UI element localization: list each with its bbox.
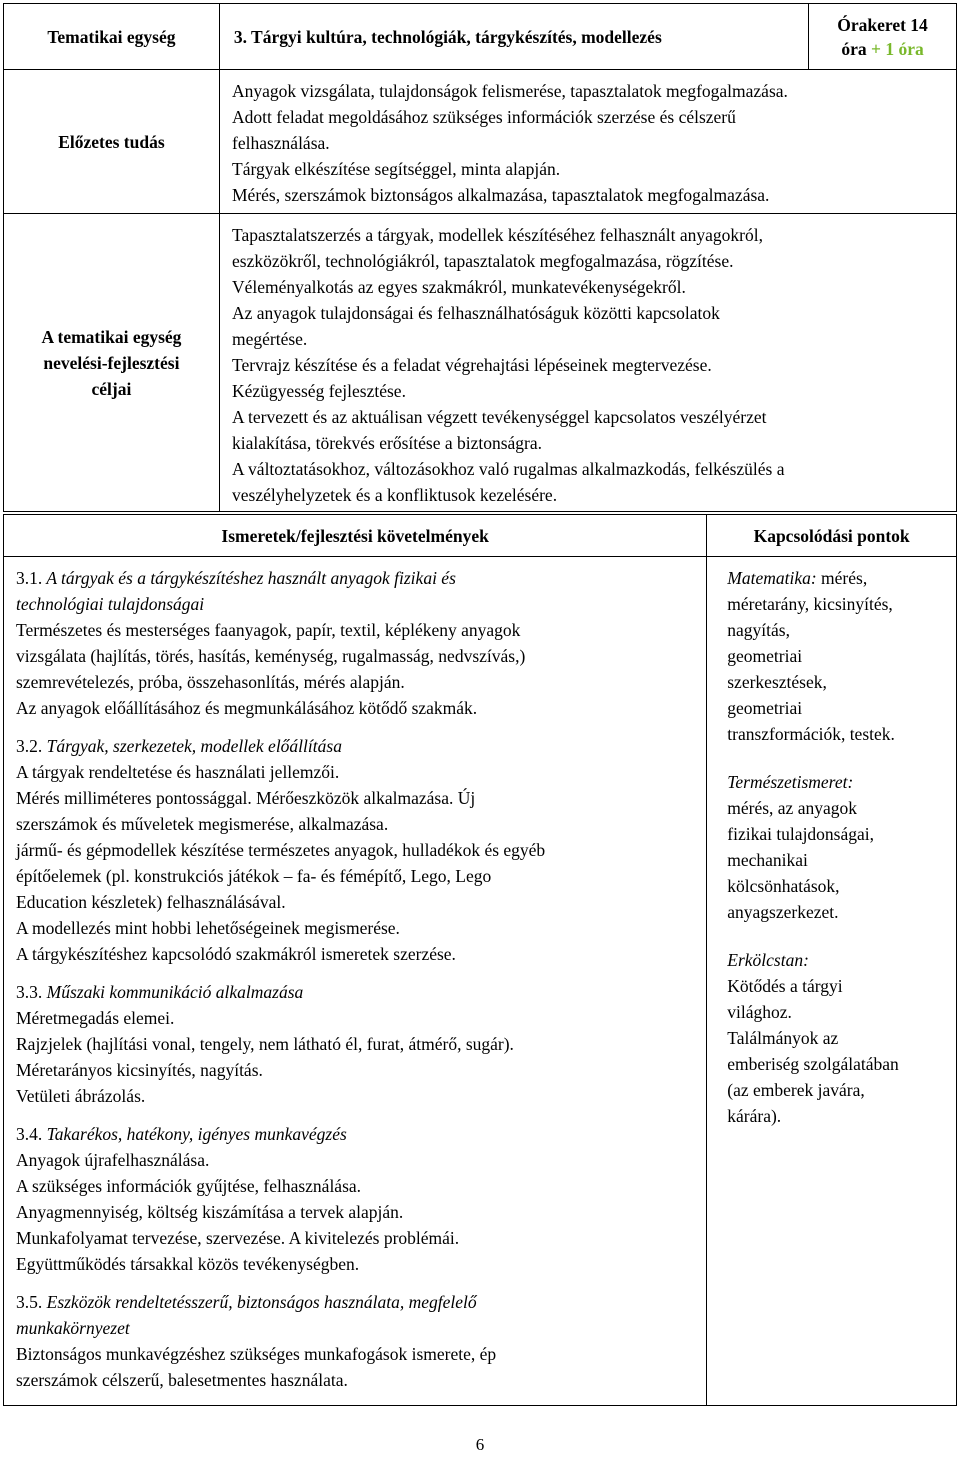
prior-knowledge-label: Előzetes tudás: [58, 131, 165, 152]
section-title: Eszközök rendeltetésszerű, biztonságos használata, megfelelő: [46, 1292, 477, 1312]
topic-label-cell: [4, 4, 220, 70]
requirements-header: Ismeretek/fejlesztési követelmények: [221, 525, 489, 546]
page-number: 6: [475, 1435, 485, 1454]
section-number: 3.1.: [16, 568, 43, 588]
connection-line: méretarány, kicsinyítés,: [727, 594, 893, 614]
connection-line: mérés,: [816, 568, 868, 588]
hours-line-1: Órakeret 14: [837, 14, 928, 35]
section-line: Education készletek) felhasználásával.: [16, 892, 286, 912]
goals-label-line-3: céljai: [91, 378, 132, 399]
connection-line: mechanikai: [727, 850, 808, 870]
connection-line: kölcsönhatások,: [727, 876, 840, 896]
section-line: A szükséges információk gyűjtése, felhasználása.: [16, 1176, 362, 1196]
section-number: 3.5.: [16, 1292, 43, 1312]
connection-line: transzformációk, testek.: [727, 724, 895, 744]
section-line: Rajzjelek (hajlítási vonal, tengely, nem látható él, furat, átmérő, sugár).: [16, 1034, 514, 1054]
connections-content: [707, 557, 957, 1406]
section-line: Biztonságos munkavégzéshez szükséges munkafogások ismerete, ép: [16, 1344, 497, 1364]
connection-subject: Erkölcstan:: [727, 950, 809, 970]
connections-header: Kapcsolódási pontok: [753, 525, 910, 546]
requirements-content: [4, 557, 707, 1406]
connection-line: kárára).: [727, 1106, 782, 1126]
connection-line: geometriai: [727, 646, 803, 666]
goals-line: Az anyagok tulajdonságai és felhasználhatóságuk közötti kapcsolatok: [232, 303, 720, 323]
section-title: Tárgyak, szerkezetek, modellek előállítása: [46, 736, 342, 756]
topic-title-cell: [219, 4, 808, 70]
goals-label-line-2: nevelési-fejlesztési: [43, 352, 180, 373]
section-line: vizsgálata (hajlítás, törés, hasítás, keménység, rugalmasság, nedvszívás,): [16, 646, 526, 666]
section-line: Együttműködés társakkal közös tevékenységben.: [16, 1254, 360, 1274]
goals-line: Kézügyesség fejlesztése.: [232, 381, 406, 401]
topic-title: 3. Tárgyi kultúra, technológiák, tárgykészítés, modellezés: [233, 26, 662, 47]
connection-subject: Természetismeret:: [727, 772, 854, 792]
goals-line: Tapasztalatszerzés a tárgyak, modellek készítéséhez felhasznált anyagokról,: [232, 225, 763, 245]
connection-line: (az emberek javára,: [727, 1080, 865, 1100]
connection-subject: Matematika:: [727, 568, 817, 588]
section-line: A tárgykészítéshez kapcsolódó szakmákról ismeretek szerzése.: [16, 944, 456, 964]
prior-knowledge-text: [232, 78, 952, 208]
goals-label-line-1: A tematikai egység: [41, 326, 182, 347]
section-line: szerszámok és műveletek megismerése, alkalmazása.: [16, 814, 389, 834]
hours-extra: + 1 óra: [870, 38, 924, 59]
connection-line: emberiség szolgálatában: [727, 1054, 899, 1074]
requirements-table: [3, 514, 957, 1406]
connection-line: fizikai tulajdonságai,: [727, 824, 875, 844]
section-number: 3.3.: [16, 982, 43, 1002]
section-line: Mérés milliméteres pontossággal. Mérőeszközök alkalmazása. Új: [16, 788, 476, 808]
section-line: Természetes és mesterséges faanyagok, papír, textil, képlékeny anyagok: [16, 620, 521, 640]
section-line: Méretarányos kicsinyítés, nagyítás.: [16, 1060, 263, 1080]
goals-line: Véleményalkotás az egyes szakmákról, munkatevékenységekről.: [232, 277, 686, 297]
section-line: szemrevételezés, próba, összehasonlítás, mérés alapján.: [16, 672, 405, 692]
connection-line: anyagszerkezet.: [727, 902, 839, 922]
connection-line: geometriai: [727, 698, 803, 718]
prior-knowledge-line: Adott feladat megoldásához szükséges információk szerzése és célszerű: [232, 107, 736, 127]
section-line: Az anyagok előállításához és megmunkálásához kötődő szakmák.: [16, 698, 478, 718]
goals-text: [232, 222, 952, 508]
section-title: A tárgyak és a tárgykészítéshez használt anyagok fizikai és: [46, 568, 456, 588]
prior-knowledge-line: Mérés, szerszámok biztonságos alkalmazása, tapasztalatok megfogalmazása.: [232, 185, 770, 205]
goals-line: kialakítása, törekvés erősítése a biztonságra.: [232, 433, 543, 453]
prior-knowledge-line: Tárgyak elkészítése segítséggel, minta alapján.: [232, 159, 561, 179]
connection-line: Találmányok az: [727, 1028, 839, 1048]
section-3-5: [16, 1289, 706, 1393]
goals-line: A tervezett és az aktuálisan végzett tevékenységgel kapcsolatos veszélyérzet: [232, 407, 767, 427]
hours-unit: óra: [841, 38, 867, 59]
connection-line: világhoz.: [727, 1002, 792, 1022]
section-title: munkakörnyezet: [16, 1318, 130, 1338]
connection-science: [727, 769, 956, 925]
connections-header-cell: [707, 515, 957, 557]
prior-knowledge-label-cell: [4, 70, 220, 214]
section-number: 3.2.: [16, 736, 43, 756]
connection-line: Kötődés a tárgyi: [727, 976, 843, 996]
connection-math: [727, 565, 956, 747]
connection-line: mérés, az anyagok: [727, 798, 857, 818]
section-title: Műszaki kommunikáció alkalmazása: [46, 982, 304, 1002]
section-line: szerszámok célszerű, balesetmentes használata.: [16, 1370, 348, 1390]
goals-line: veszélyhelyzetek és a konfliktusok kezelésére.: [232, 485, 558, 505]
goals-line: eszközökről, technológiákról, tapasztalatok megfogalmazása, rögzítése.: [232, 251, 734, 271]
section-3-1: [16, 565, 706, 721]
section-line: A modellezés mint hobbi lehetőségeinek megismerése.: [16, 918, 400, 938]
section-title: technológiai tulajdonságai: [16, 594, 205, 614]
goals-line: Tervrajz készítése és a feladat végrehajtási lépéseinek megtervezése.: [232, 355, 712, 375]
section-number: 3.4.: [16, 1124, 43, 1144]
connection-line: szerkesztések,: [727, 672, 827, 692]
prior-knowledge-line: Anyagok vizsgálata, tulajdonságok felismerése, tapasztalatok megfogalmazása.: [232, 81, 788, 101]
goals-line: A változtatásokhoz, változásokhoz való rugalmas alkalmazkodás, felkészülés a: [232, 459, 785, 479]
section-title: Takarékos, hatékony, igényes munkavégzés: [46, 1124, 347, 1144]
section-line: Méretmegadás elemei.: [16, 1008, 175, 1028]
section-line: Anyagmennyiség, költség kiszámítása a tervek alapján.: [16, 1202, 404, 1222]
topic-label: Tematikai egység: [47, 26, 176, 47]
hours-cell: [809, 4, 957, 70]
section-3-2: [16, 733, 706, 967]
section-line: Anyagok újrafelhasználása.: [16, 1150, 210, 1170]
section-line: A tárgyak rendeltetése és használati jellemzői.: [16, 762, 340, 782]
section-line: Munkafolyamat tervezése, szervezése. A kivitelezés problémái.: [16, 1228, 460, 1248]
section-line: jármű- és gépmodellek készítése természetes anyagok, hulladékok és egyéb: [16, 840, 546, 860]
section-line: építőelemek (pl. konstrukciós játékok – fa- és fémépítő, Lego, Lego: [16, 866, 492, 886]
goals-line: megértése.: [232, 329, 308, 349]
requirements-header-cell: [4, 515, 707, 557]
goals-label-cell: [4, 214, 220, 512]
section-line: Vetületi ábrázolás.: [16, 1086, 146, 1106]
connection-ethics: [727, 947, 956, 1129]
prior-knowledge-line: felhasználása.: [232, 133, 330, 153]
connection-line: nagyítás,: [727, 620, 790, 640]
section-3-4: [16, 1121, 706, 1277]
section-3-3: [16, 979, 706, 1109]
